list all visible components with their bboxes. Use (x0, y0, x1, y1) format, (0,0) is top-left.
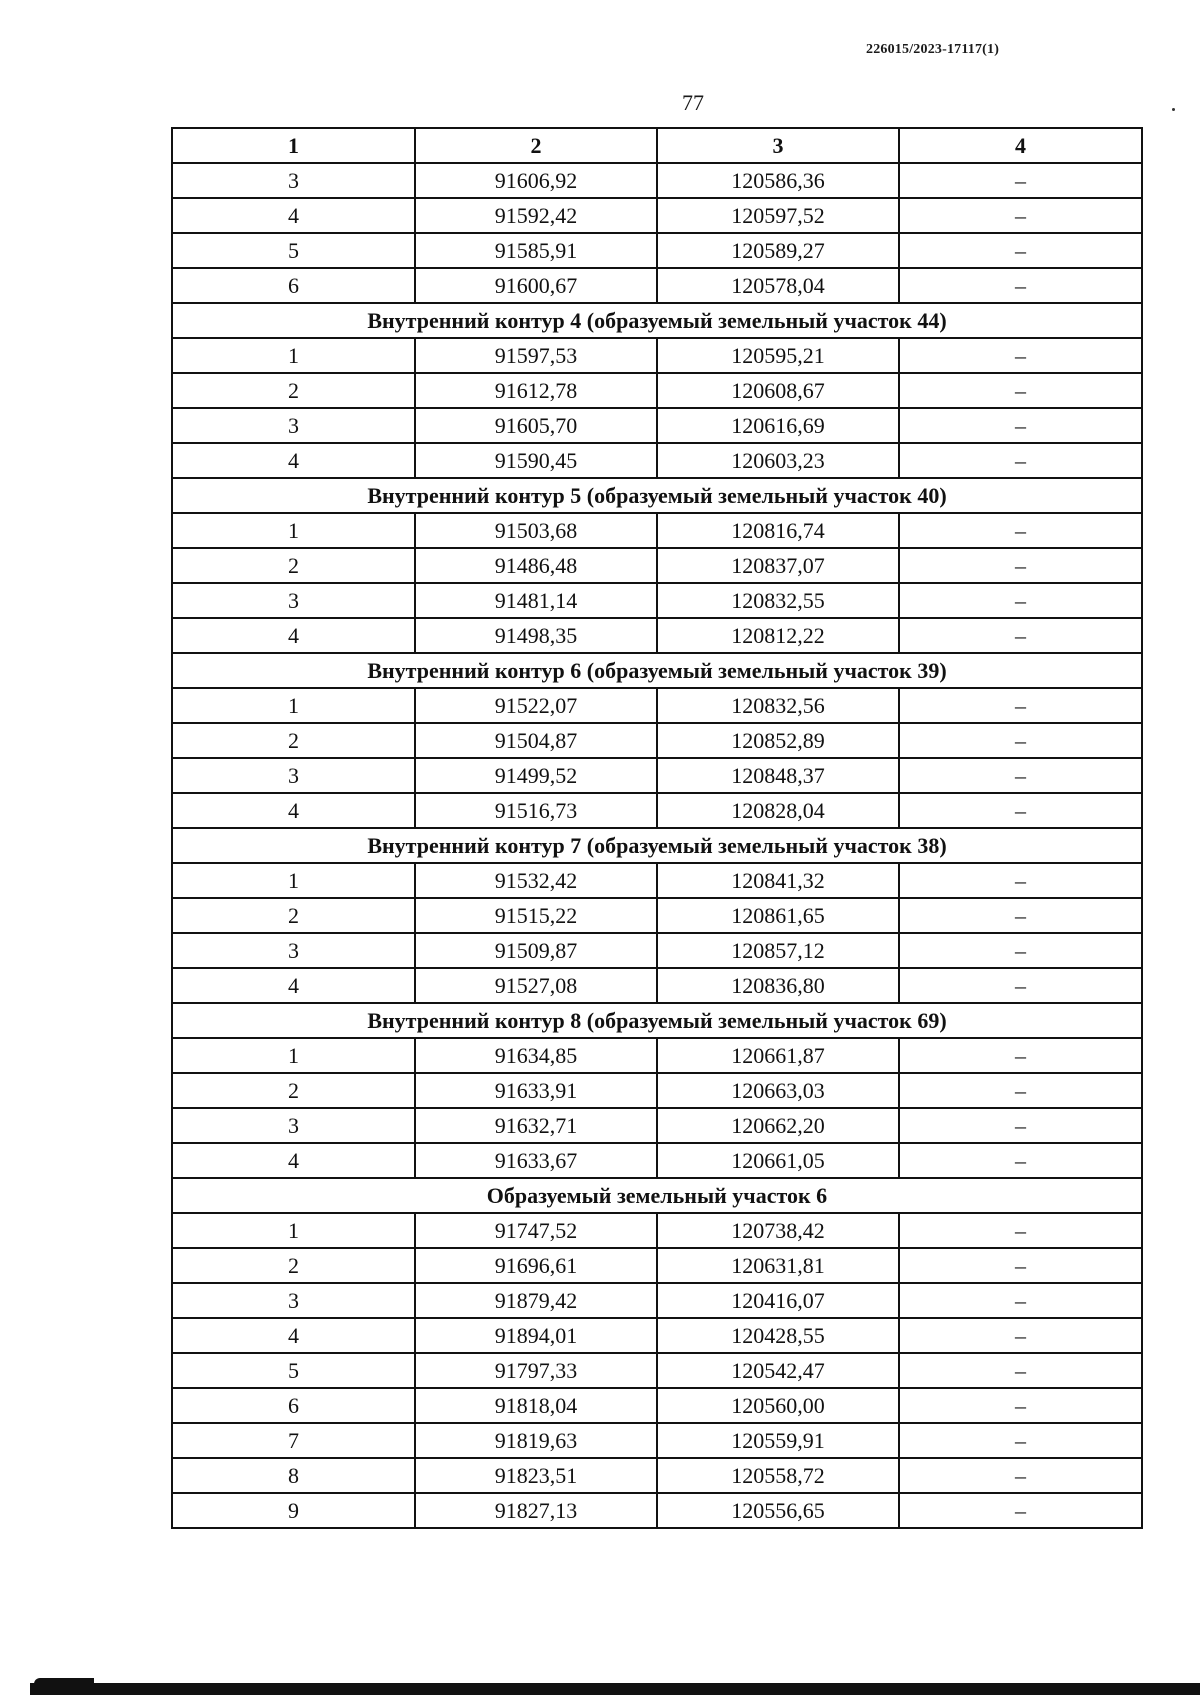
column-4-cell: – (899, 513, 1142, 548)
point-number-cell: 1 (172, 863, 415, 898)
column-4-cell: – (899, 1038, 1142, 1073)
y-coordinate-cell: 120597,52 (657, 198, 899, 233)
y-coordinate-cell: 120841,32 (657, 863, 899, 898)
y-coordinate-cell: 120661,05 (657, 1143, 899, 1178)
x-coordinate-cell: 91590,45 (415, 443, 657, 478)
x-coordinate-cell: 91696,61 (415, 1248, 657, 1283)
x-coordinate-cell: 91633,91 (415, 1073, 657, 1108)
x-coordinate-cell: 91515,22 (415, 898, 657, 933)
table-row (172, 898, 1142, 933)
table-row (172, 1248, 1142, 1283)
point-number-cell: 2 (172, 1248, 415, 1283)
y-coordinate-cell: 120837,07 (657, 548, 899, 583)
point-number-cell: 3 (172, 758, 415, 793)
column-4-cell: – (899, 338, 1142, 373)
column-4-cell: – (899, 1353, 1142, 1388)
point-number-cell: 9 (172, 1493, 415, 1528)
y-coordinate-cell: 120832,56 (657, 688, 899, 723)
column-4-cell: – (899, 233, 1142, 268)
point-number-cell: 7 (172, 1423, 415, 1458)
point-number-cell: 1 (172, 338, 415, 373)
y-coordinate-cell: 120616,69 (657, 408, 899, 443)
table-row (172, 443, 1142, 478)
x-coordinate-cell: 91498,35 (415, 618, 657, 653)
coordinates-table (171, 127, 1143, 1529)
x-coordinate-cell: 91516,73 (415, 793, 657, 828)
point-number-cell: 3 (172, 583, 415, 618)
x-coordinate-cell: 91612,78 (415, 373, 657, 408)
table-row (172, 583, 1142, 618)
y-coordinate-cell: 120812,22 (657, 618, 899, 653)
column-4-cell: – (899, 933, 1142, 968)
column-4-cell: – (899, 198, 1142, 233)
y-coordinate-cell: 120663,03 (657, 1073, 899, 1108)
table-row (172, 163, 1142, 198)
column-4-cell: – (899, 688, 1142, 723)
point-number-cell: 8 (172, 1458, 415, 1493)
x-coordinate-cell: 91522,07 (415, 688, 657, 723)
x-coordinate-cell: 91532,42 (415, 863, 657, 898)
column-4-cell: – (899, 793, 1142, 828)
column-4-cell: – (899, 163, 1142, 198)
section-title: Внутренний контур 4 (образуемый земельный участок 44) (172, 303, 1142, 338)
point-number-cell: 2 (172, 898, 415, 933)
section-title: Внутренний контур 8 (образуемый земельный участок 69) (172, 1003, 1142, 1038)
section-header-row (172, 478, 1142, 513)
x-coordinate-cell: 91499,52 (415, 758, 657, 793)
column-4-cell: – (899, 408, 1142, 443)
table-row (172, 1108, 1142, 1143)
column-4-cell: – (899, 618, 1142, 653)
x-coordinate-cell: 91819,63 (415, 1423, 657, 1458)
table-row (172, 1493, 1142, 1528)
y-coordinate-cell: 120857,12 (657, 933, 899, 968)
y-coordinate-cell: 120861,65 (657, 898, 899, 933)
y-coordinate-cell: 120558,72 (657, 1458, 899, 1493)
column-4-cell: – (899, 968, 1142, 1003)
x-coordinate-cell: 91504,87 (415, 723, 657, 758)
x-coordinate-cell: 91894,01 (415, 1318, 657, 1353)
x-coordinate-cell: 91879,42 (415, 1283, 657, 1318)
column-header-4: 4 (899, 128, 1142, 163)
y-coordinate-cell: 120542,47 (657, 1353, 899, 1388)
x-coordinate-cell: 91481,14 (415, 583, 657, 618)
table-row (172, 338, 1142, 373)
column-4-cell: – (899, 1248, 1142, 1283)
point-number-cell: 4 (172, 618, 415, 653)
x-coordinate-cell: 91527,08 (415, 968, 657, 1003)
point-number-cell: 4 (172, 1143, 415, 1178)
section-header-row (172, 653, 1142, 688)
x-coordinate-cell: 91592,42 (415, 198, 657, 233)
y-coordinate-cell: 120828,04 (657, 793, 899, 828)
table-row (172, 408, 1142, 443)
table-row (172, 1423, 1142, 1458)
column-4-cell: – (899, 583, 1142, 618)
point-number-cell: 1 (172, 1038, 415, 1073)
table-row (172, 618, 1142, 653)
y-coordinate-cell: 120560,00 (657, 1388, 899, 1423)
table-row (172, 373, 1142, 408)
column-header-2: 2 (415, 128, 657, 163)
x-coordinate-cell: 91606,92 (415, 163, 657, 198)
table-row (172, 548, 1142, 583)
column-4-cell: – (899, 1283, 1142, 1318)
table-row (172, 513, 1142, 548)
column-4-cell: – (899, 268, 1142, 303)
table-row (172, 793, 1142, 828)
y-coordinate-cell: 120595,21 (657, 338, 899, 373)
section-header-row (172, 1003, 1142, 1038)
section-header-row (172, 1178, 1142, 1213)
section-title: Внутренний контур 5 (образуемый земельный участок 40) (172, 478, 1142, 513)
y-coordinate-cell: 120848,37 (657, 758, 899, 793)
x-coordinate-cell: 91509,87 (415, 933, 657, 968)
section-header-row (172, 303, 1142, 338)
point-number-cell: 3 (172, 1108, 415, 1143)
section-header-row (172, 828, 1142, 863)
point-number-cell: 1 (172, 688, 415, 723)
section-title: Образуемый земельный участок 6 (172, 1178, 1142, 1213)
y-coordinate-cell: 120556,65 (657, 1493, 899, 1528)
column-4-cell: – (899, 1318, 1142, 1353)
table-body (172, 163, 1142, 1528)
point-number-cell: 5 (172, 233, 415, 268)
point-number-cell: 1 (172, 1213, 415, 1248)
page-number: 77 (682, 90, 704, 115)
point-number-cell: 6 (172, 268, 415, 303)
point-number-cell: 3 (172, 408, 415, 443)
table-header-row (172, 128, 1142, 163)
y-coordinate-cell: 120662,20 (657, 1108, 899, 1143)
y-coordinate-cell: 120428,55 (657, 1318, 899, 1353)
x-coordinate-cell: 91632,71 (415, 1108, 657, 1143)
y-coordinate-cell: 120738,42 (657, 1213, 899, 1248)
table-row (172, 1143, 1142, 1178)
column-4-cell: – (899, 1143, 1142, 1178)
table-row (172, 233, 1142, 268)
table-row (172, 688, 1142, 723)
column-4-cell: – (899, 548, 1142, 583)
x-coordinate-cell: 91818,04 (415, 1388, 657, 1423)
section-title: Внутренний контур 6 (образуемый земельный участок 39) (172, 653, 1142, 688)
point-number-cell: 3 (172, 163, 415, 198)
x-coordinate-cell: 91747,52 (415, 1213, 657, 1248)
column-4-cell: – (899, 1493, 1142, 1528)
section-title: Внутренний контур 7 (образуемый земельный участок 38) (172, 828, 1142, 863)
y-coordinate-cell: 120608,67 (657, 373, 899, 408)
column-4-cell: – (899, 373, 1142, 408)
y-coordinate-cell: 120661,87 (657, 1038, 899, 1073)
y-coordinate-cell: 120416,07 (657, 1283, 899, 1318)
point-number-cell: 4 (172, 793, 415, 828)
point-number-cell: 5 (172, 1353, 415, 1388)
point-number-cell: 4 (172, 443, 415, 478)
table-row (172, 1353, 1142, 1388)
y-coordinate-cell: 120578,04 (657, 268, 899, 303)
column-4-cell: – (899, 1458, 1142, 1493)
column-4-cell: – (899, 723, 1142, 758)
table-row (172, 723, 1142, 758)
y-coordinate-cell: 120836,80 (657, 968, 899, 1003)
point-number-cell: 6 (172, 1388, 415, 1423)
point-number-cell: 3 (172, 1283, 415, 1318)
table-row (172, 198, 1142, 233)
scan-speck (1172, 108, 1175, 111)
point-number-cell: 4 (172, 1318, 415, 1353)
column-4-cell: – (899, 443, 1142, 478)
scan-edge-bar (30, 1683, 1200, 1695)
y-coordinate-cell: 120631,81 (657, 1248, 899, 1283)
point-number-cell: 2 (172, 548, 415, 583)
x-coordinate-cell: 91486,48 (415, 548, 657, 583)
y-coordinate-cell: 120586,36 (657, 163, 899, 198)
x-coordinate-cell: 91600,67 (415, 268, 657, 303)
point-number-cell: 4 (172, 198, 415, 233)
x-coordinate-cell: 91585,91 (415, 233, 657, 268)
column-header-1: 1 (172, 128, 415, 163)
y-coordinate-cell: 120559,91 (657, 1423, 899, 1458)
document-registration-number: 226015/2023-17117(1) (866, 42, 1000, 57)
x-coordinate-cell: 91827,13 (415, 1493, 657, 1528)
table-row (172, 1318, 1142, 1353)
table-row (172, 1458, 1142, 1493)
point-number-cell: 2 (172, 723, 415, 758)
table-row (172, 1388, 1142, 1423)
x-coordinate-cell: 91633,67 (415, 1143, 657, 1178)
column-4-cell: – (899, 1213, 1142, 1248)
x-coordinate-cell: 91634,85 (415, 1038, 657, 1073)
y-coordinate-cell: 120589,27 (657, 233, 899, 268)
column-4-cell: – (899, 863, 1142, 898)
x-coordinate-cell: 91605,70 (415, 408, 657, 443)
column-4-cell: – (899, 1073, 1142, 1108)
point-number-cell: 2 (172, 373, 415, 408)
table-row (172, 1073, 1142, 1108)
table-row (172, 933, 1142, 968)
table-row (172, 1038, 1142, 1073)
x-coordinate-cell: 91503,68 (415, 513, 657, 548)
table-row (172, 268, 1142, 303)
column-4-cell: – (899, 758, 1142, 793)
point-number-cell: 3 (172, 933, 415, 968)
table-row (172, 1213, 1142, 1248)
point-number-cell: 4 (172, 968, 415, 1003)
y-coordinate-cell: 120832,55 (657, 583, 899, 618)
table-row (172, 968, 1142, 1003)
point-number-cell: 1 (172, 513, 415, 548)
point-number-cell: 2 (172, 1073, 415, 1108)
scan-edge-bar-tip (34, 1678, 94, 1684)
column-4-cell: – (899, 1388, 1142, 1423)
column-4-cell: – (899, 898, 1142, 933)
x-coordinate-cell: 91797,33 (415, 1353, 657, 1388)
x-coordinate-cell: 91823,51 (415, 1458, 657, 1493)
table-row (172, 1283, 1142, 1318)
column-4-cell: – (899, 1108, 1142, 1143)
table-row (172, 863, 1142, 898)
column-header-3: 3 (657, 128, 899, 163)
y-coordinate-cell: 120603,23 (657, 443, 899, 478)
y-coordinate-cell: 120816,74 (657, 513, 899, 548)
x-coordinate-cell: 91597,53 (415, 338, 657, 373)
y-coordinate-cell: 120852,89 (657, 723, 899, 758)
column-4-cell: – (899, 1423, 1142, 1458)
table-row (172, 758, 1142, 793)
